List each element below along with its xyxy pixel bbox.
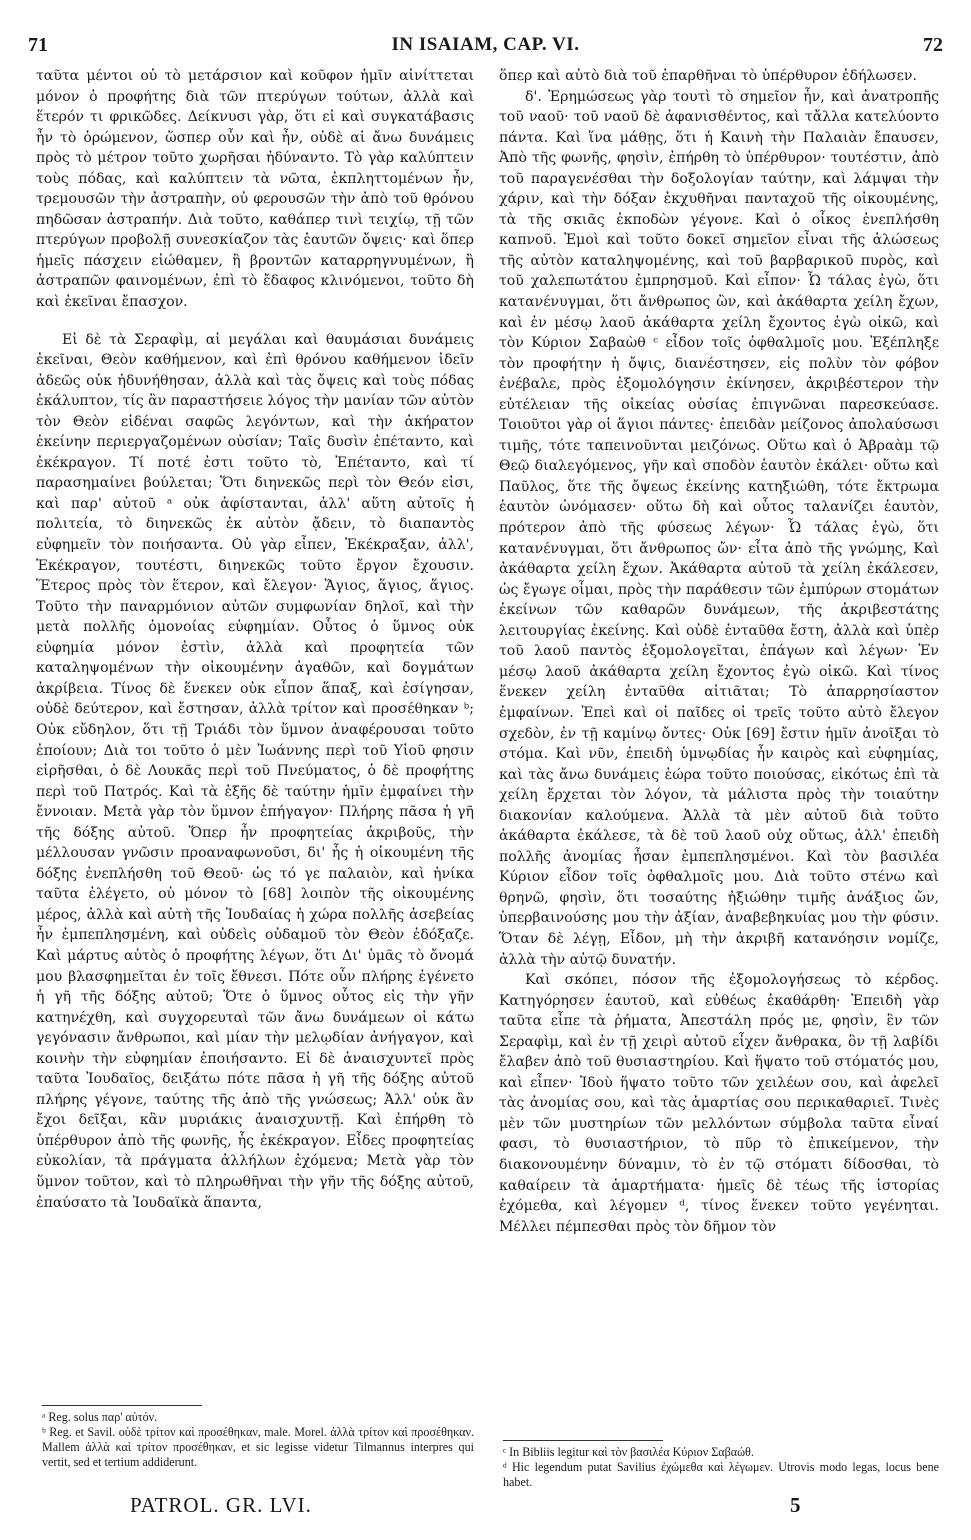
page-number-right: 72 <box>923 34 943 56</box>
right-column <box>499 66 939 1237</box>
footnotes-left <box>42 1410 474 1470</box>
page-number-left: 71 <box>28 34 48 56</box>
left-paragraph-1: ταῦτα μέντοι οὐ τὸ μετάρσιον καὶ κοῦφον ἡμῖν αἰνίττεται μόνον ὁ προφήτης διὰ τῶν πτερύγων τούτων, ἀλλὰ καὶ ἕτερόν τι φρικῶδες. Δείκνυσι γὰρ, ὅτι εἰ καὶ συγκατάβασις ἦν τὸ ὁρώμενον, ὥσπερ οὖν καὶ ἦν, οὐδὲ αἱ ἄνω δυνάμεις πρὸς τὸ μέτρον τοῦτο χωρῆσαι ἠδύναντο. Τὸ γὰρ καλύπτειν τοὺς πόδας, καὶ καλύπτειν τὰ νῶτα, ἐκπληττομένων ἦν, τρεμουσῶν τὴν ἀστραπὴν, οὐ φερουσῶν τὴν ἀπὸ τοῦ θρόνου πηδῶσαν ἀστραπήν. Διὰ τοῦτο, καθάπερ τινὶ τειχίῳ, τῇ τῶν πτερύγων προβολῇ συνεσκίαζον τὰς ἑαυτῶν ὄψεις· καὶ ὅπερ ἡμεῖς πάσχειν εἰώθαμεν, ἢ βροντῶν καταρρηγνυμένων, ἢ ἀστραπῶν φαινομένων, ἐπὶ τὸ ἔδαφος κλινόμενοι, τοῦτο δὴ καὶ ἐκεῖναι ἔπασχον. <box>36 68 474 311</box>
right-paragraph-2: δ'. Ἐρημώσεως γὰρ τουτὶ τὸ σημεῖον ἦν, καὶ ἀνατροπῆς τοῦ ναοῦ· τοῦ ναοῦ δὲ ἀφανισθέντος, καὶ τἄλλα κατελύοντο πάντα. Καὶ ἵνα μάθῃς, ὅτι ἡ Καινὴ τὴν Παλαιὰν ἔπαυσεν, Ἀπὸ τῆς φωνῆς, φησὶν, ἐπήρθη τὸ ὑπέρθυρον· τουτέστιν, ἀπὸ τοῦ παραγενέσθαι τὴν δοξολογίαν ταύτην, καὶ λάμψαι τὴν χάριν, καὶ τὴν δόξαν ἐκχυθῆναι πανταχοῦ τῆς οἰκουμένης, τὰ τῆς σκιᾶς ἐκποδὼν γέγονε. Καὶ ὁ οἶκος ἐνεπλήσθη καπνοῦ. Ἐμοὶ καὶ τοῦτο δοκεῖ σημεῖον εἶναι τῆς ἁλώσεως τῆς αὐτὸν καταληψομένης, καὶ τοῦ βαρβαρικοῦ πυρὸς, καὶ τοῦ χαλεπωτάτου ἐμπρησμοῦ. Καὶ εἶπον· Ὦ τάλας ἐγὼ, ὅτι κατανένυγμαι, ὅτι ἄνθρωπος ὢν, καὶ ἀκάθαρτα χείλη ἔχων, καὶ ἐν μέσῳ λαοῦ ἀκάθαρτα χείλη ἔχοντος ἐγὼ οἰκῶ, καὶ τὸν Κύριον Σαβαὼθ ᶜ εἶδον τοῖς ὀφθαλμοῖς μου. Ἐξέπληξε τὸν προφήτην ἡ ὄψις, διανέστησεν, εἰς πολὺν τὸν φόβον ἐνέβαλε, πρὸς ἐξομολόγησιν ἐκίνησεν, ἀκριβέστερον τὴν εὐτέλειαν τῆς οἰκείας οὐσίας ἐπιγνῶναι παρεσκεύασε. Τοιοῦτοι γὰρ οἱ ἅγιοι πάντες· ἐπειδὰν μείζονος ἀπολαύσωσι τιμῆς, τότε ταπεινοῦνται μειζόνως. Οὕτω καὶ ὁ Ἀβραὰμ τῷ Θεῷ διαλεγόμενος, γῆν καὶ σποδὸν ἑαυτὸν ἐκάλει· οὕτω καὶ Παῦλος, ὅτε τῆς ὄψεως ἐκείνης κατηξιώθη, τότε ἔκτρωμα ἑαυτὸν ὠνόμασεν· οὕτω δὴ καὶ οὗτος ταλανίζει ἑαυτὸν, πρότερον ἀπὸ τῆς φύσεως λέγων· Ὦ τάλας ἐγὼ, ὅτι κατανένυγμαι, ὅτι ἄνθρωπος ὤν· εἶτα ἀπὸ τῆς γνώμης, Καὶ ἀκάθαρτα χείλη ἔχων. Ἀκάθαρτα αὐτοῦ τὰ χείλη ἐκάλεσεν, ὡς ἔγωγε οἶμαι, πρὸς τὴν παράθεσιν τῶν ἐμπύρων στομάτων ἐκείνων τῶν καθαρῶν δυνάμεων, τῆς ἀκριβεστάτης λειτουργίας ἐκείνης. Καὶ οὐδὲ ἐνταῦθα ἔστη, ἀλλὰ καὶ ὑπὲρ τοῦ λαοῦ παντὸς ἐξομολογεῖται, ἐπάγων καὶ λέγων· Ἐν μέσῳ λαοῦ ἀκάθαρτα χείλη ἔχοντος ἐγὼ οἰκῶ. Καὶ τίνος ἕνεκεν χείλη ἐνταῦθα αἰτιᾶται; Τὸ ἀπαρρησίαστον ἐμφαίνων. Ἐπεὶ καὶ οἱ παῖδες οἱ τρεῖς τοῦτο αὐτὸ ἔλεγον σχεδὸν, ἐν τῇ καμίνῳ ὄντες· Οὐκ [69] ἔστιν ἡμῖν ἀνοῖξαι τὸ στόμα. Καὶ νῦν, ἐπειδὴ ὑμνῳδίας ἦν καιρὸς καὶ εὐφημίας, καὶ τὰς ἄνω δυνάμεις ἑώρα τοῦτο ποιούσας, εἰκότως ἐπὶ τὰ χείλη ἔρχεται τὸν λόγον, τὰ μάλιστα πρὸς τὴν τοιαύτην διακονίαν καλούμενα. Ἀλλὰ τὰ μὲν αὐτοῦ διὰ τοῦτο ἀκάθαρτα ἐκάλεσε, τὰ δὲ τοῦ λαοῦ οὐχ οὕτως, ἀλλ' ἐπειδὴ πολλῆς ἀνομίας ἦσαν ἐμπεπλησμένοι. Καὶ τὸν βασιλέα Κύριον εἶδον τοῖς ὀφθαλμοῖς μου. Διὰ τοῦτο στένω καὶ θρηνῶ, φησὶν, ὅτι τοσαύτης ἠξιώθην τιμῆς ἀνάξιος ὤν, ὑπερβαινούσης μου τὴν ἀξίαν, ἀναβεβηκυίας μου τὴν φύσιν. Ὅταν δὲ λέγῃ, Εἶδον, μὴ τὴν ἀκριβῆ κατανόησιν νομίζε, ἀλλὰ τὴν αὐτῷ δυνατήν. <box>499 88 939 968</box>
right-paragraph-1: ὅπερ καὶ αὐτὸ διὰ τοῦ ἐπαρθῆναι τὸ ὑπέρθυρον ἐδήλωσεν. <box>499 68 917 84</box>
running-header <box>28 34 943 64</box>
running-title: IN ISAIAM, CAP. VI. <box>391 34 580 55</box>
footnote-c: ᶜ In Bibliis legitur καὶ τὸν βασιλέα Κύριον Σαβαώθ. <box>503 1445 754 1459</box>
footnote-a: ᵃ Reg. solus παρ' αὐτόν. <box>42 1410 158 1424</box>
footnote-b: ᵇ Reg. et Savil. οὐδὲ τρίτον καὶ προσέθηκαν, male. Morel. ἀλλὰ τρίτον καὶ προσέθηκαν. Mallem ἀλλὰ καὶ τρίτον προσέθηκαν, et sic legisse videtur Tilmannus interpres qui vertit, sed et tertium addiderunt. <box>42 1425 474 1469</box>
left-paragraph-2: Εἰ δὲ τὰ Σεραφὶμ, αἱ μεγάλαι καὶ θαυμάσιαι δυνάμεις ἐκεῖναι, Θεὸν καθήμενον, καὶ ἐπὶ θρόνου καθήμενον ἰδεῖν ἀδεῶς οὐκ ἠδυνήθησαν, ἀλλὰ καὶ τὰς ὄψεις καὶ τοὺς πόδας ἐκάλυπτον, τίς ἂν παραστήσειε λόγος τὴν μανίαν τῶν αὐτὸν τὸν Θεὸν εἰδέναι σαφῶς λεγόντων, καὶ τὴν ἀκήρατον ἐκείνην περιεργαζομένων οὐσίαν; Ταῖς δυσὶν ἐπέταντο, καὶ ἐκέκραγον. Τί ποτέ ἐστι τοῦτο τὸ, Ἐπέταντο, καὶ τί παρασημαίνει βούλεται; Ὅτι διηνεκῶς περὶ τὸν Θεόν εἰσι, καὶ παρ' αὐτοῦ ᵃ οὐκ ἀφίστανται, ἀλλ' αὕτη αὐτοῖς ἡ πολιτεία, τὸ διηνεκῶς ἐκ αὐτὸν ᾄδειν, τὸ διαπαντὸς εὐφημεῖν τὸν ποιήσαντα. Οὐ γὰρ εἶπεν, Ἐκέκραξαν, ἀλλ', Ἐκέκραγον, τουτέστι, διηνεκῶς τοῦτο ἔργον ἔχουσιν. Ἕτερος πρὸς τὸν ἕτερον, καὶ ἔλεγον· Ἅγιος, ἅγιος, ἅγιος. Τοῦτο τὴν παναρμόνιον αὐτῶν συμφωνίαν δηλοῖ, καὶ τὴν μετὰ πολλῆς ὁμονοίας εὐφημίαν. Οὗτος ὁ ὕμνος οὐκ εὐφημία μόνον ἐστὶν, ἀλλὰ καὶ προφητεία τῶν καταληψομένων τὴν οἰκουμένην ἀγαθῶν, καὶ δογμάτων ἀκρίβεια. Τίνος δὲ ἕνεκεν οὐκ εἶπον ἅπαξ, καὶ ἐσίγησαν, οὐδὲ δεύτερον, καὶ ἔστησαν, ἀλλὰ τρίτον καὶ προσέθηκαν ᵇ; Οὐκ εὔδηλον, ὅτι τῇ Τριάδι τὸν ὕμνον ἀναφέρουσαι τοῦτο ἐποίουν; Διὰ τοι τοῦτο ὁ μὲν Ἰωάννης περὶ τοῦ Υἱοῦ φησιν εἰρῆσθαι, ὁ δὲ Λουκᾶς περὶ τοῦ Πνεύματος, ὁ δὲ προφήτης περὶ τοῦ Πατρός. Καὶ τὰ ἑξῆς δὲ ταύτην ἡμῖν ἐμφαίνει τὴν ἔννοιαν. Μετὰ γὰρ τὸν ὕμνον ἐπήγαγον· Πλήρης πᾶσα ἡ γῆ τῆς δόξης αὐτοῦ. Ὅπερ ἦν προφητείας ἀκριβοῦς, τὴν μέλλουσαν γνῶσιν προαναφωνοῦσι, δι' ἧς ἡ οἰκουμένη τῆς δόξης ἐνεπλήσθη τοῦ Θεοῦ· ὡς τό γε παλαιὸν, καὶ ἡνίκα ταῦτα ἐλέγετο, οὐ μόνον τὸ [68] λοιπὸν τῆς οἰκουμένης μέρος, ἀλλὰ καὶ αὐτὴ τῆς Ἰουδαίας ἡ χώρα πολλῆς ἀσεβείας ἦν ἐμπεπλησμένη, καὶ οὐδεὶς οὐδαμοῦ τὸν Θεὸν ἐδόξαζε. Καὶ μάρτυς αὐτὸς ὁ προφήτης λέγων, ὅτι Δι' ὑμᾶς τὸ ὄνομά μου βλασφημεῖται ἐν τοῖς ἔθνεσι. Πότε οὖν πλήρης ἐγένετο ἡ γῆ τῆς δόξης αὐτοῦ; Ὅτε ὁ ὕμνος οὗτος εἰς τὴν γῆν κατηνέχθη, καὶ συγχορευταὶ τῶν ἄνω δυνάμεων οἱ κάτω γεγόνασιν ἄνθρωποι, καὶ μίαν τὴν μελῳδίαν ἀνήγαγον, καὶ κοινὴν τὴν εὐφημίαν ἐποιήσαντο. Εἰ δὲ ἀναισχυντεῖ πρὸς ταῦτα Ἰουδαῖος, δειξάτω πότε πᾶσα ἡ γῆ τῆς δόξης αὐτοῦ πλήρης γέγονε, ταύτης τῆς ἀπὸ τῆς γνώσεως; Ἀλλ' οὐκ ἂν ἔχοι δεῖξαι, κἂν μυριάκις ἀναισχυντῇ. Καὶ ἐπήρθη τὸ ὑπέρθυρον ἀπὸ τῆς φωνῆς, ἧς ἐκέκραγον. Εἶδες προφητείας εὐκολίαν, τὰ πράγματα ἀλλήλων ἐχόμενα; Μετὰ γὰρ τὸν ὕμνον τοῦτον, καὶ τὸ πληρωθῆναι τὴν γῆν τῆς δόξης αὐτοῦ, ἐπαύσατο τὰ Ἰουδαϊκὰ ἅπαντα, <box>36 331 474 1211</box>
footnote-rule-right <box>503 1440 663 1441</box>
footnote-rule-left <box>42 1405 202 1406</box>
right-paragraph-3: Καὶ σκόπει, πόσον τῆς ἐξομολογήσεως τὸ κέρδος. Κατηγόρησεν ἑαυτοῦ, καὶ εὐθέως ἐκαθάρθη· Ἐπειδὴ γὰρ ταῦτα εἶπε τὰ ῥήματα, Ἀπεστάλη πρός με, φησὶν, ἓν τῶν Σεραφὶμ, καὶ ἐν τῇ χειρὶ αὐτοῦ εἶχεν ἄνθρακα, ὃν τῇ λαβίδι ἔλαβεν ἀπὸ τοῦ θυσιαστηρίου. Καὶ ἥψατο τοῦ στόματός μου, καὶ εἶπεν· Ἰδοὺ ἥψατο τοῦτο τῶν χειλέων σου, καὶ ἀφελεῖ τὰς ἀνομίας σου, καὶ τὰς ἁμαρτίας σου περικαθαριεῖ. Τινὲς μὲν τῶν μυστηρίων τῶν μελλόντων σύμβολα ταῦτα εἶναί φασι, τὸ θυσιαστήριον, τὸ πῦρ τὸ ἐπικείμενον, τὴν διακονουμένην δύναμιν, τὸ ἐν τῷ στόματι δίδοσθαι, τὸ καθαίρειν τὰ ἁμαρτήματα· ἡμεῖς δὲ τέως τῆς ἱστορίας ἐχόμεθα, καὶ λέγομεν ᵈ, τίνος ἕνεκεν τοῦτο γεγένηται. Μέλλει πέμπεσθαι πρὸς τὸν δῆμον τὸν <box>499 972 939 1235</box>
footer-signature: PATROL. GR. LVI. <box>130 1493 312 1517</box>
footnote-d: ᵈ Hic legendum putat Savilius ἐχώμεθα καὶ λέγωμεν. Utrovis modo legas, locus bene habet. <box>503 1460 939 1489</box>
footer-sheet-number: 5 <box>790 1493 802 1517</box>
footnotes-right <box>503 1445 939 1490</box>
left-column <box>36 66 474 1213</box>
